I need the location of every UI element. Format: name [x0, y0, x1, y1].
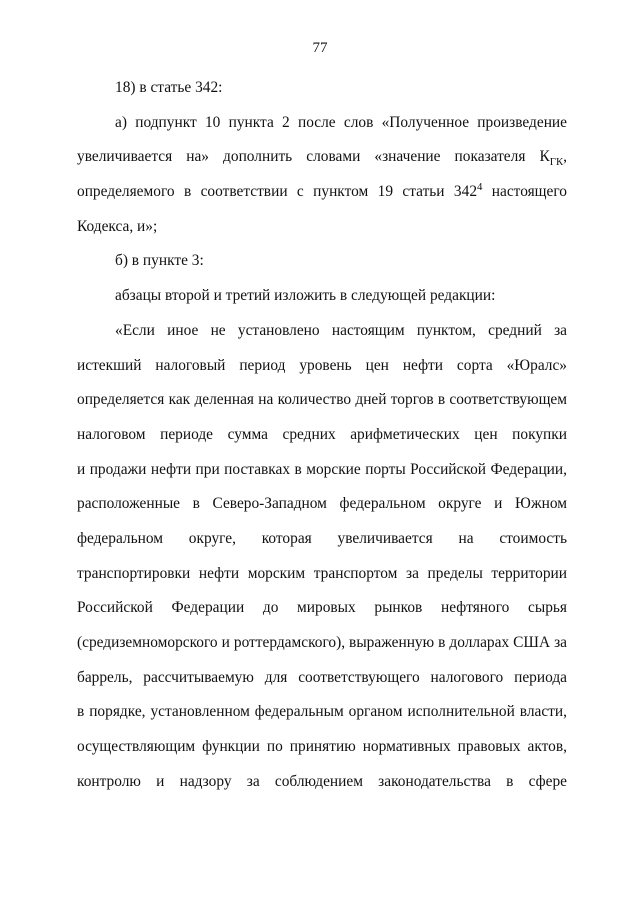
text-line: в порядке, установленном федеральным органом исполнительной власти, — [77, 703, 567, 721]
superscript: 4 — [477, 180, 483, 193]
text-line: определяется как деленная на количество дней торгов в соответствующем — [77, 391, 567, 409]
text-line: осуществляющим функции по принятию нормативных правовых актов, — [77, 738, 567, 756]
text-line: налоговом периоде сумма средних арифметических цен покупки — [77, 425, 567, 443]
text-line: б) в пункте 3: — [115, 252, 204, 270]
text-line: (средиземноморского и роттердамского), выраженную в долларах США за — [77, 634, 567, 651]
page-number: 77 — [312, 40, 328, 56]
subscript: ГК — [549, 156, 564, 169]
text-line: контролю и надзору за соблюдением законодательства в сфере — [77, 772, 567, 790]
text-line: расположенные в Северо-Западном федеральном округе и Южном — [77, 495, 567, 513]
text-line: транспортировки нефти морским транспортом за пределы территории — [77, 564, 567, 582]
text-line: абзацы второй и третий изложить в следующей редакции: — [115, 287, 496, 305]
document-body — [77, 73, 567, 801]
text-line: и продажи нефти при поставках в морские порты Российской Федерации, — [77, 460, 567, 478]
text-line: а) подпункт 10 пункта 2 после слов «Полученное произведение — [115, 113, 567, 131]
text-line: определяемого в соответствии с пунктом 19 статьи $342^4$ настоящего — [77, 180, 567, 201]
text-line: 18) в статье 342: — [115, 79, 223, 96]
text-line: федеральном округе, которая увеличивается на стоимость — [77, 529, 567, 547]
text-line: истекший налоговый период уровень цен нефти сорта «Юралс» — [77, 356, 567, 374]
text-line: баррель, рассчитываемую для соответствующего налогового периода — [77, 668, 567, 686]
text-line: Кодекса, и»; — [77, 217, 158, 235]
text-line: «Если иное не установлено настоящим пунктом, средний за — [115, 321, 567, 339]
text-line: Российской Федерации до мировых рынков нефтяного сырья — [77, 599, 567, 617]
text-line: увеличивается на» дополнить словами «значение показателя $К_{ГК}$, — [77, 148, 567, 169]
